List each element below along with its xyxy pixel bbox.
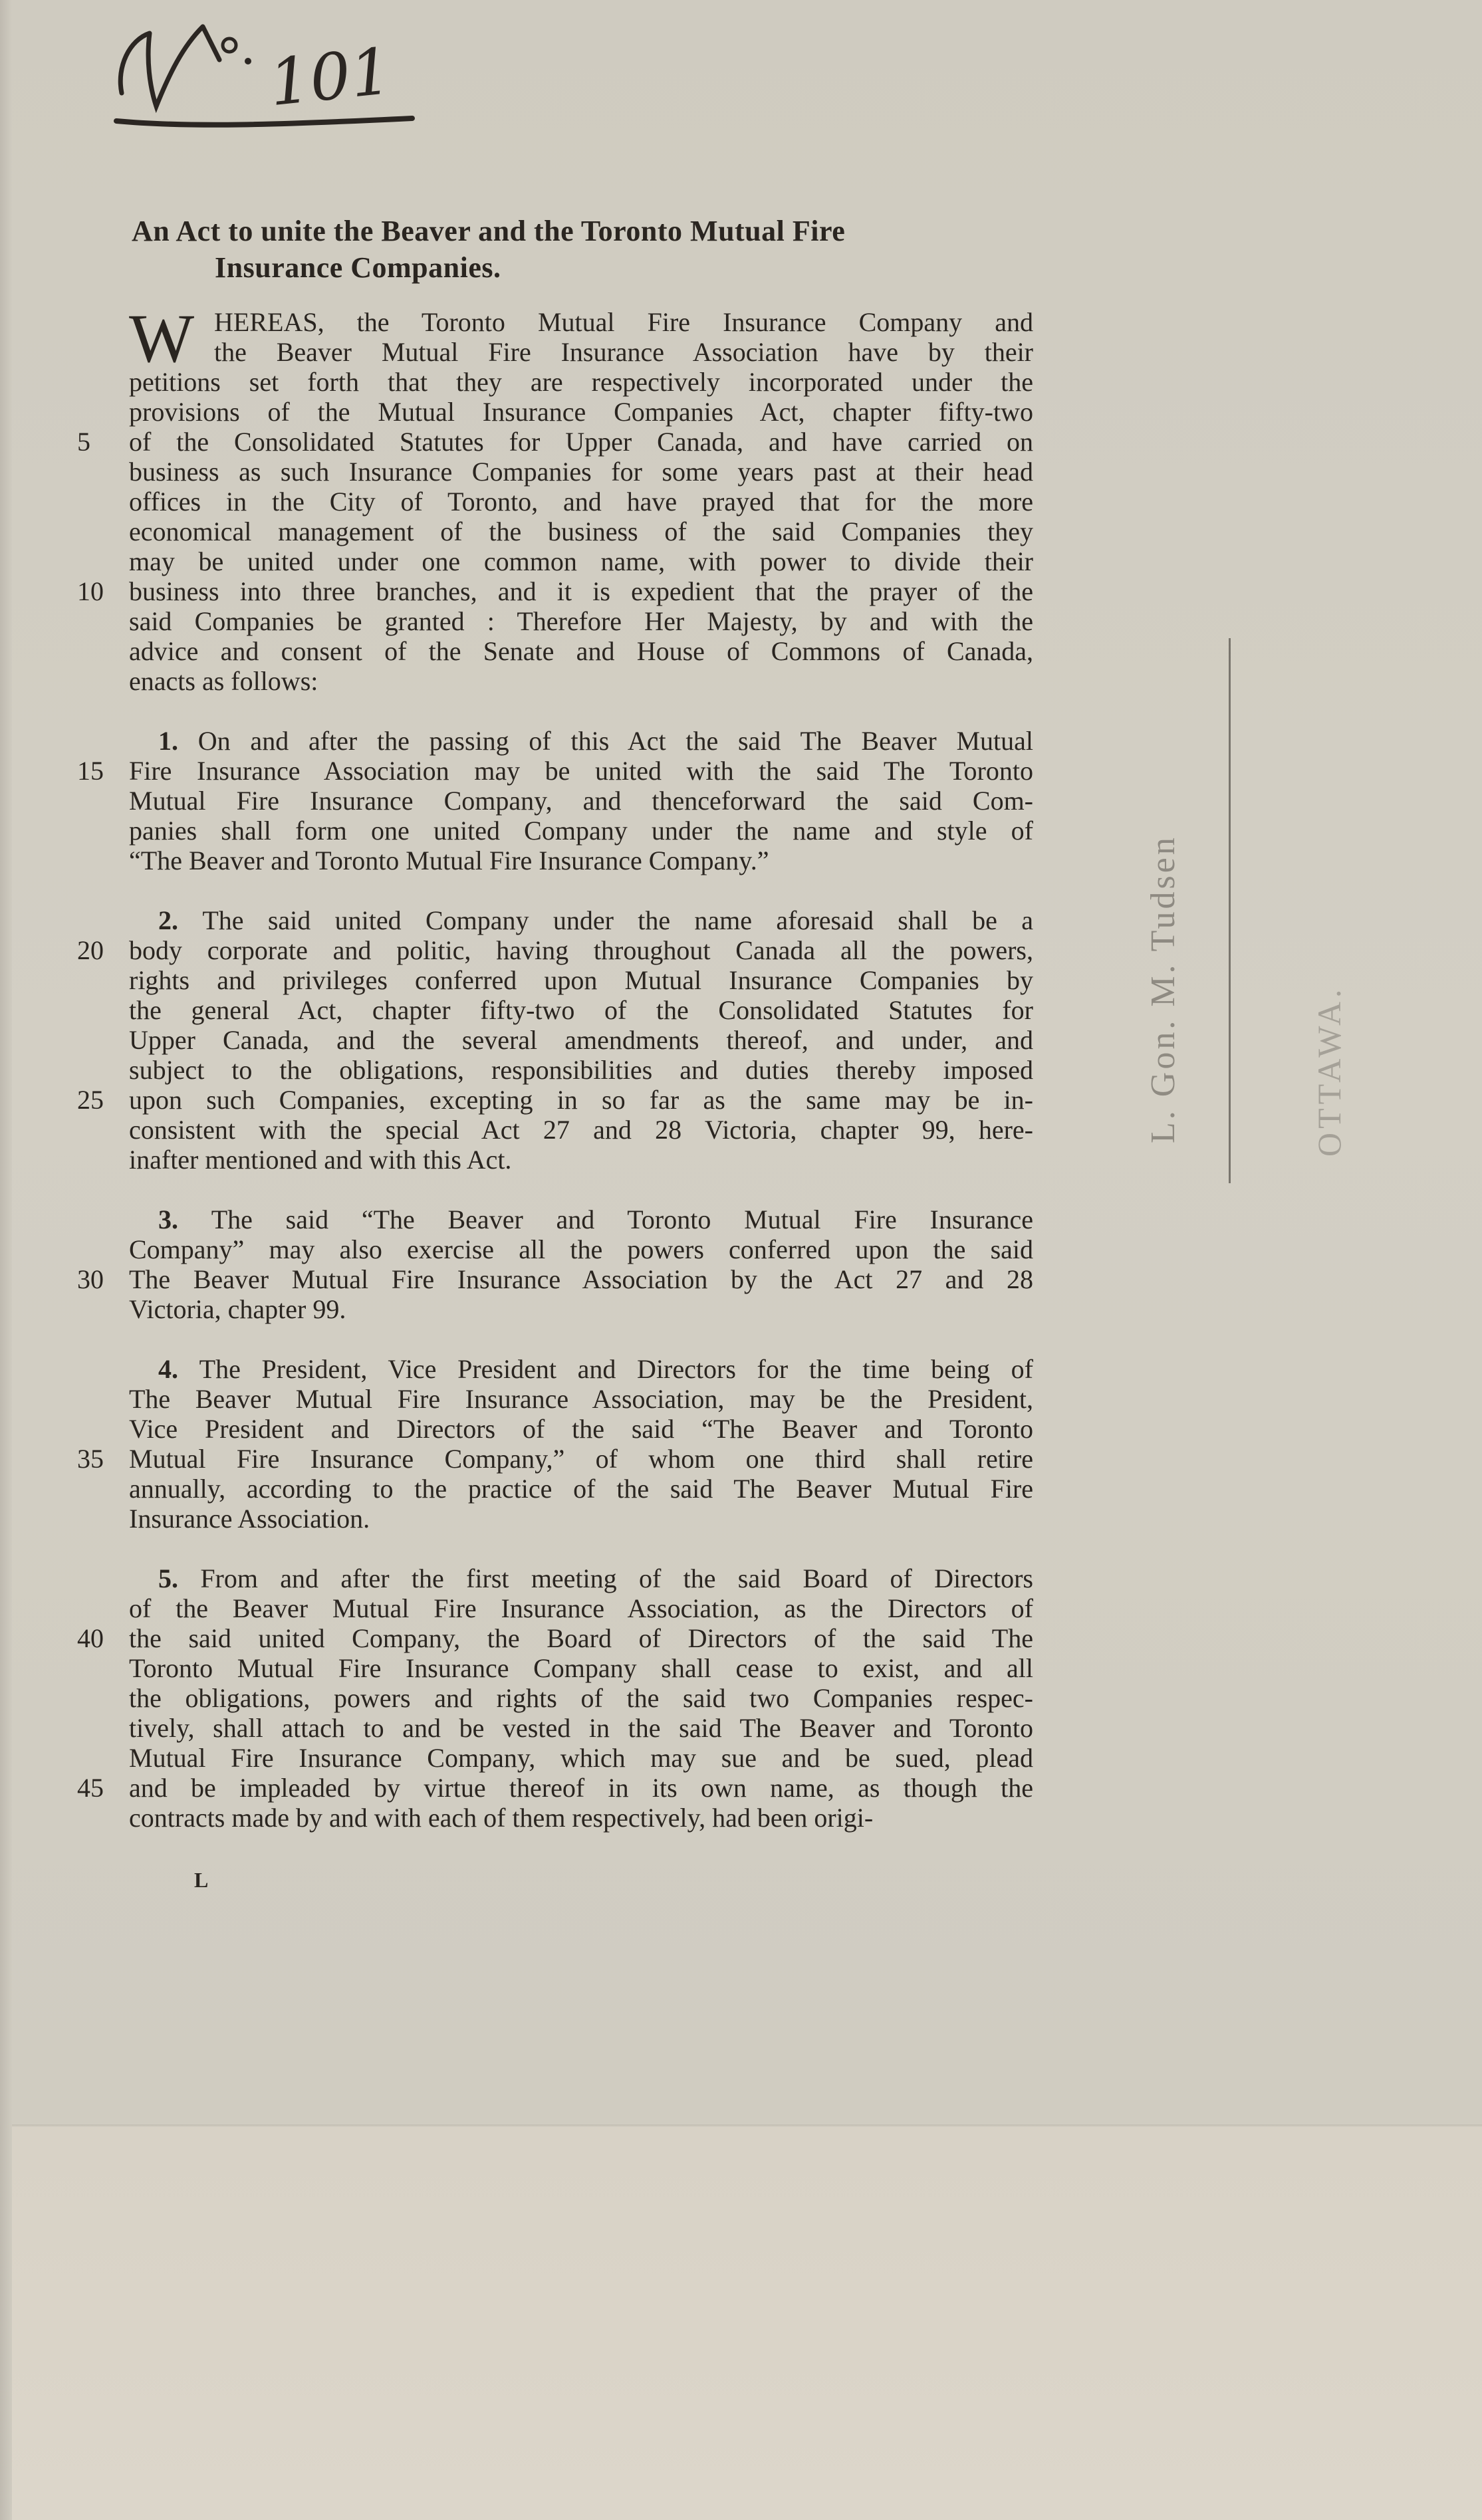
line-number: 10 <box>77 576 104 606</box>
line-text: may be united under one common name, with power to divide their <box>129 546 1033 576</box>
text-line <box>77 1773 1033 1803</box>
text-line <box>129 1204 1033 1234</box>
text-line <box>129 1504 1033 1534</box>
text-line <box>129 1234 1033 1264</box>
text-line <box>129 1803 1033 1833</box>
margin-stamp: L. Gon. M. Tudsen <box>1144 835 1182 1143</box>
line-text: the Beaver Mutual Fire Insurance Association have by their <box>214 337 1033 367</box>
text-line <box>129 337 1033 367</box>
line-text: consistent with the special Act 27 and 28 Victoria, chapter 99, here- <box>129 1115 1033 1145</box>
page-lower <box>0 2127 1482 2520</box>
line-number: 20 <box>77 935 104 965</box>
line-text: “The Beaver and Toronto Mutual Fire Insurance Company.” <box>129 846 769 875</box>
text-line <box>129 816 1033 846</box>
line-text: enacts as follows: <box>129 666 318 696</box>
section-3 <box>77 1204 1033 1324</box>
line-text: tively, shall attach to and be vested in the said The Beaver and Toronto <box>129 1713 1033 1743</box>
text-line <box>129 666 1033 696</box>
line-number: 40 <box>77 1623 104 1653</box>
text-line <box>129 965 1033 995</box>
text-line <box>129 1653 1033 1683</box>
line-text: the general Act, chapter fifty-two of the Consolidated Statutes for <box>129 995 1033 1025</box>
text-line <box>129 1294 1033 1324</box>
text-line <box>77 935 1033 965</box>
text-line <box>129 786 1033 816</box>
line-text: Fire Insurance Association may be united with the said The Toronto <box>129 756 1033 786</box>
line-text: advice and consent of the Senate and House of Commons of Canada, <box>129 636 1033 666</box>
text-line <box>129 1713 1033 1743</box>
paragraph-gap <box>129 875 1033 905</box>
line-text: the said united Company, the Board of Directors of the said The <box>129 1623 1033 1653</box>
section-1 <box>77 726 1034 875</box>
text-line <box>129 1563 1033 1593</box>
line-text: of the Consolidated Statutes for Upper Canada, and have carried on <box>129 427 1033 457</box>
paragraph-gap <box>129 1324 1033 1354</box>
text-line <box>129 1743 1033 1773</box>
act-title-line1: An Act to unite the Beaver and the Toronto Mutual Fire <box>132 215 846 247</box>
section-2 <box>77 905 1034 1175</box>
text-line <box>77 756 1033 786</box>
line-text: of the Beaver Mutual Fire Insurance Association, as the Directors of <box>129 1593 1033 1623</box>
text-line <box>77 1444 1033 1474</box>
line-text: inafter mentioned and with this Act. <box>129 1145 512 1175</box>
line-number: 35 <box>77 1444 104 1474</box>
line-text: HEREAS, the Toronto Mutual Fire Insurance Company and <box>214 307 1033 337</box>
text-line <box>129 1384 1033 1414</box>
section-number: 2. <box>158 905 203 935</box>
line-number: 15 <box>77 756 104 786</box>
paragraph-gap <box>129 1175 1033 1204</box>
text-line <box>129 1354 1033 1384</box>
page-edge <box>0 0 12 2520</box>
line-text: rights and privileges conferred upon Mutual Insurance Companies by <box>129 965 1033 995</box>
line-text: The said “The Beaver and Toronto Mutual Fire Insurance <box>211 1204 1033 1234</box>
line-text: and be impleaded by virtue thereof in its own name, as though the <box>129 1773 1033 1803</box>
line-text: The said united Company under the name aforesaid shall be a <box>202 905 1034 935</box>
handwritten-number <box>110 13 429 140</box>
text-line <box>77 1623 1033 1653</box>
line-text: upon such Companies, excepting in so far as the same may be in- <box>129 1085 1033 1115</box>
line-text: Company” may also exercise all the powers conferred upon the said <box>129 1234 1033 1264</box>
line-text: Upper Canada, and the several amendments thereof, and under, and <box>129 1025 1033 1055</box>
text-line <box>129 487 1033 516</box>
line-text: The Beaver Mutual Fire Insurance Association, may be the President, <box>129 1384 1033 1414</box>
line-number: 25 <box>77 1085 104 1115</box>
section-4 <box>77 1354 1033 1534</box>
text-line <box>129 1683 1033 1713</box>
handwritten-number-text: 101 <box>265 33 395 121</box>
text-line <box>129 307 1033 337</box>
text-line <box>129 636 1033 666</box>
line-text: petitions set forth that they are respectively incorporated under the <box>129 367 1033 397</box>
text-line <box>129 546 1033 576</box>
line-text: said Companies be granted : Therefore Her Majesty, by and with the <box>129 606 1033 636</box>
preamble <box>77 300 1033 696</box>
text-line <box>77 1085 1033 1115</box>
section-5 <box>77 1563 1034 1833</box>
text-line <box>129 995 1033 1025</box>
text-line <box>129 1145 1033 1175</box>
line-text: business into three branches, and it is expedient that the prayer of the <box>129 576 1033 606</box>
act-body <box>77 300 1034 1833</box>
line-number: 45 <box>77 1773 104 1803</box>
line-text: Mutual Fire Insurance Company, which may sue and be sued, plead <box>129 1743 1033 1773</box>
line-text: Toronto Mutual Fire Insurance Company shall cease to exist, and all <box>129 1653 1033 1683</box>
line-text: provisions of the Mutual Insurance Companies Act, chapter fifty-two <box>129 397 1033 427</box>
footer-signature-mark: L <box>194 1868 209 1892</box>
text-line <box>129 1025 1033 1055</box>
line-text: annually, according to the practice of the said The Beaver Mutual Fire <box>129 1474 1033 1504</box>
line-number: 30 <box>77 1264 104 1294</box>
line-text: The Beaver Mutual Fire Insurance Association by the Act 27 and 28 <box>129 1264 1033 1294</box>
text-line <box>129 367 1033 397</box>
line-text: contracts made by and with each of them respectively, had been origi- <box>129 1803 874 1833</box>
drop-cap: W <box>129 300 195 377</box>
line-text: subject to the obligations, responsibilities and duties thereby imposed <box>129 1055 1033 1085</box>
line-text: Mutual Fire Insurance Company,” of whom one third shall retire <box>129 1444 1033 1474</box>
line-text: panies shall form one united Company under the name and style of <box>129 816 1033 846</box>
paragraph-gap <box>129 1534 1033 1563</box>
line-text: economical management of the business of the said Companies they <box>129 516 1033 546</box>
text-line <box>129 1474 1033 1504</box>
margin-rule <box>1229 638 1231 1183</box>
line-text: Insurance Association. <box>129 1504 370 1534</box>
line-number: 5 <box>77 427 90 457</box>
text-line <box>129 397 1033 427</box>
text-line <box>77 427 1033 457</box>
line-text: the obligations, powers and rights of the said two Companies respec- <box>129 1683 1033 1713</box>
text-line <box>129 1593 1033 1623</box>
text-line <box>129 516 1033 546</box>
line-text: offices in the City of Toronto, and have prayed that for the more <box>129 487 1033 516</box>
text-line <box>129 606 1033 636</box>
text-line <box>129 1055 1033 1085</box>
text-line <box>77 1264 1033 1294</box>
text-line <box>129 1414 1033 1444</box>
line-text: Victoria, chapter 99. <box>129 1294 346 1324</box>
paragraph-gap <box>129 696 1033 726</box>
line-text: business as such Insurance Companies for some years past at their head <box>129 457 1033 487</box>
line-text: Vice President and Directors of the said “The Beaver and Toronto <box>129 1414 1033 1444</box>
act-title <box>132 213 1062 286</box>
section-number: 4. <box>158 1354 199 1384</box>
section-number: 1. <box>158 726 198 756</box>
text-line <box>129 726 1033 756</box>
margin-stamp-ottawa: OTTAWA. <box>1310 985 1348 1157</box>
text-line <box>129 905 1033 935</box>
text-line <box>129 846 1033 875</box>
line-text: From and after the first meeting of the said Board of Directors <box>200 1563 1034 1593</box>
section-number: 5. <box>158 1563 201 1593</box>
line-text: Mutual Fire Insurance Company, and thenceforward the said Com- <box>129 786 1033 816</box>
text-line <box>129 457 1033 487</box>
line-text: body corporate and politic, having throughout Canada all the powers, <box>129 935 1033 965</box>
line-text: The President, Vice President and Directors for the time being of <box>199 1354 1033 1384</box>
text-line <box>129 1115 1033 1145</box>
section-number: 3. <box>158 1204 211 1234</box>
act-title-line2: Insurance Companies. <box>215 251 501 284</box>
line-text: On and after the passing of this Act the said The Beaver Mutual <box>197 726 1034 756</box>
text-line <box>77 576 1033 606</box>
